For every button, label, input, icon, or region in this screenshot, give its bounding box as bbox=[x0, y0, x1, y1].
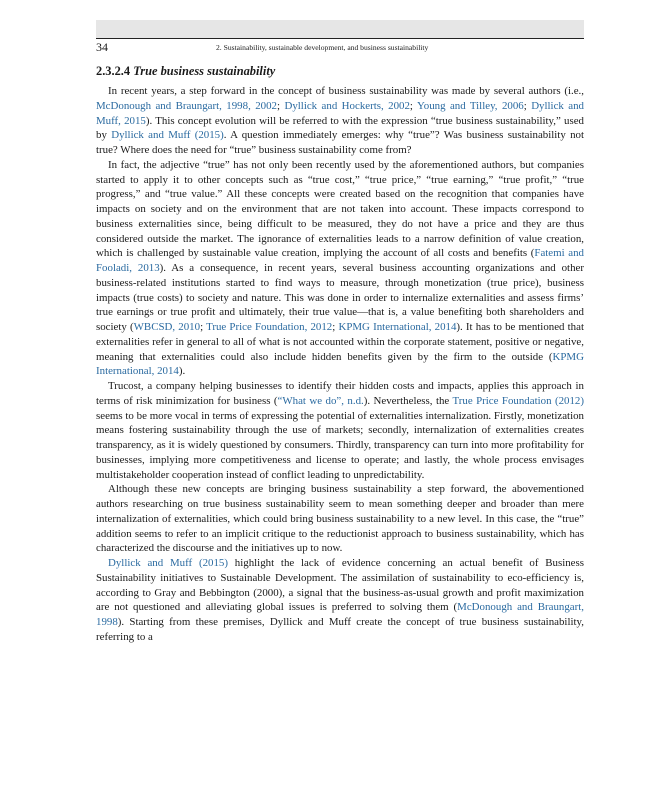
citation-link[interactable]: Fatemi and Fooladi, 2013 bbox=[96, 247, 585, 274]
paragraph-text: . A question immediately emerges: why “true”? Was business sustainability not true? Where does the need for “true” business sustainability come from? bbox=[96, 129, 584, 156]
paragraph-text: ; bbox=[332, 321, 339, 333]
citation-link[interactable]: True Price Foundation, 2012 bbox=[206, 321, 333, 333]
citation-link[interactable]: “What we do”, n.d. bbox=[277, 394, 364, 407]
paragraph-text: seems to be more vocal in terms of expressing the potential of externalities internalization. Firstly, monetization means fostering sustainability through the use of markets; secondly, internalization of externalities creates transparency, as it is widely questioned by consumers. Thirdly, transparency can turn into more profitability for businesses, implying more competitiveness and license to operate; and lastly, the whole process envisages multistakeholder cooperation instead of conflict leading to unpredictability. bbox=[96, 409, 584, 481]
citation-link[interactable]: McDonough and Braungart, 1998 bbox=[96, 601, 584, 628]
citation-link[interactable]: KPMG International, 2014 bbox=[96, 350, 584, 378]
paragraph-text: Although these new concepts are bringing business sustainability a step forward, the abovementioned authors researching on true business sustainability seem to mean something deeper and broader than mere internalization of externalities, which could bring business sustainability to a new level. In this case, the “true” addition seems to refer to an implicit critique to the reductionist approach to business sustainability, which has characterized the discourse and the initiatives up to now. bbox=[96, 483, 584, 555]
citation-link[interactable]: WBCSD, 2010 bbox=[133, 321, 201, 333]
paragraph bbox=[96, 556, 584, 645]
citation-link[interactable]: Dyllick and Hockerts, 2002 bbox=[284, 99, 410, 112]
paragraph bbox=[96, 482, 584, 556]
paragraph-text: ). As a consequence, in recent years, several business accounting organizations and other business-related institutions started to find ways to measure, through monetization (true price), business impacts (true costs) to society and nature. This was done in order to internalize externalities and assess firms’ true earnings or true profit and ultimately, their true value—that is, a value benefiting both shareholders and society ( bbox=[96, 262, 584, 333]
paragraph-text: highlight the lack of evidence concerning an actual benefit of Business Sustainability initiatives to Sustainable Development. The assimilation of sustainability to eco-efficiency is, according to Gray and Bebbington (2000), a signal that the business-as-usual growth and profit maximization are not questioned and alleviating global issues is preferred to solving them ( bbox=[96, 557, 584, 614]
paragraph-text: ; bbox=[523, 99, 532, 112]
paragraph-text: ). Nevertheless, the bbox=[363, 394, 453, 407]
citation-link[interactable]: Dyllick and Muff (2015) bbox=[108, 557, 228, 569]
section-title: True business sustainability bbox=[133, 64, 276, 78]
paragraph-text: ). This concept evolution will be referred to with the expression “true business sustainability,” used by bbox=[96, 114, 584, 142]
citation-link[interactable]: Dyllick and Muff (2015) bbox=[111, 129, 224, 142]
citation-link[interactable]: Young and Tilley, 2006 bbox=[416, 99, 524, 112]
paragraph-text: In recent years, a step forward in the concept of business sustainability was made by several authors (i.e., bbox=[108, 85, 584, 97]
section-heading bbox=[96, 64, 584, 79]
paragraph bbox=[96, 158, 584, 379]
paragraph-text: ; bbox=[409, 99, 417, 112]
paragraph-text: ; bbox=[200, 321, 207, 333]
paragraph-text: In fact, the adjective “true” has not only been recently used by the aforementioned authors, but companies started to apply it to other concepts such as “true cost,” “true price,” “true earning,” “true profit,” “true progress,” and “true value.” All these concepts were created based on the recognition that companies have impacts on society and on the environment that are not taken into account. These impacts correspond to business externalities since, being difficult to be measured, they do not have a price and they are thus considered outside the market. The ignorance of externalities leads to a narrow definition of value creation, which is challenged by sustainable value creation, implying the account of all costs and benefits ( bbox=[96, 158, 584, 260]
citation-link[interactable]: Dyllick and Muff, 2015 bbox=[96, 99, 584, 127]
page-body bbox=[96, 64, 584, 645]
page-number: 34 bbox=[96, 40, 108, 54]
paragraph-text: ). It has to be mentioned that externalities refer in general to all of what is not accounted within the corporate statement, positive or negative, meaning that externalities could also include hidden benefits given by the firm to the outside ( bbox=[96, 321, 584, 363]
paragraph-text: ). bbox=[178, 365, 186, 378]
section-number: 2.3.2.4 bbox=[96, 64, 131, 78]
running-head bbox=[96, 38, 584, 57]
paragraph-text: ; bbox=[277, 99, 285, 112]
paragraph-text: Trucost, a company helping businesses to identify their hidden costs and impacts, applies this approach in terms of risk minimization for business ( bbox=[96, 380, 584, 407]
citation-link[interactable]: McDonough and Braungart, 1998, 2002 bbox=[96, 99, 277, 112]
paragraph bbox=[96, 379, 584, 482]
paragraph bbox=[96, 84, 584, 158]
header-band bbox=[96, 20, 584, 38]
paragraph-text: ). Starting from these premises, Dyllick and Muff create the concept of true business sustainability, referring to a bbox=[96, 616, 584, 643]
chapter-title: 2. Sustainability, sustainable development, and business sustainability bbox=[216, 43, 429, 52]
citation-link[interactable]: KPMG International, 2014 bbox=[338, 321, 457, 333]
citation-link[interactable]: True Price Foundation (2012) bbox=[452, 394, 584, 407]
